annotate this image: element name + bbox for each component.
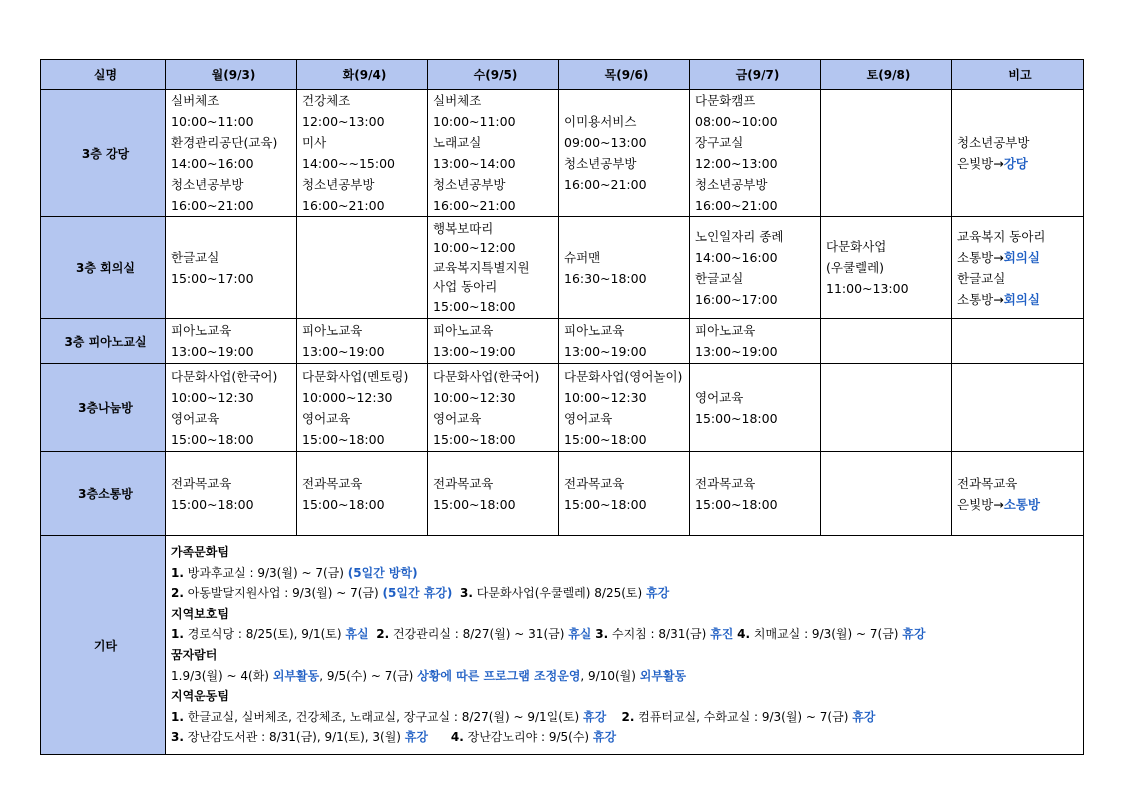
entry-line: 16:00~21:00 [695, 198, 778, 213]
etc-notices [166, 536, 1084, 755]
notice-text: 아동발달지원사업 : 9/3(월) ~ 7(금) [183, 586, 383, 601]
entry-line: 전과목교육 [564, 475, 625, 491]
entry-line: 15:00~18:00 [695, 496, 778, 512]
item-number: 2. [621, 709, 635, 724]
entry-line: 미사 [302, 135, 327, 150]
notice-text: 수지침 : 8/31(금) [608, 627, 711, 642]
family-notice-line [171, 563, 1083, 584]
item-number: 1. [171, 565, 184, 580]
entry-line: 14:00~~15:00 [302, 156, 395, 171]
cell-note [952, 452, 1084, 536]
entry-line: 16:30~18:00 [564, 270, 647, 286]
item-number: 3. [460, 586, 473, 601]
note-line: 교육복지 동아리 [957, 228, 1046, 244]
entry-line: 영어교육 [433, 410, 482, 426]
cell-note [952, 364, 1084, 452]
entry-line: 09:00~13:00 [564, 135, 647, 150]
header-room: 실명 [41, 60, 166, 90]
entry-line: 15:00~18:00 [564, 496, 647, 512]
notice-status: (5일간 방학) [347, 565, 418, 580]
cell-mon [166, 319, 297, 364]
entry-line: 13:00~14:00 [433, 156, 516, 171]
notice-text: , 9/10(월) [580, 668, 640, 683]
entry-line: 15:00~18:00 [433, 496, 516, 512]
entry-line: 15:00~18:00 [695, 410, 778, 426]
entry-line: 피아노교육 [564, 323, 625, 338]
cell-tue [297, 364, 428, 452]
cell-wed [428, 452, 559, 536]
entry-line: 다문화사업(한국어) [433, 368, 540, 384]
sports-notice-line [171, 727, 1083, 748]
entry-line: 12:00~13:00 [695, 156, 778, 171]
entry-line: 행복보따리 [433, 220, 494, 236]
note-line [957, 494, 1083, 515]
item-number: 1. [171, 627, 184, 642]
entry-line: 다문화캠프 [695, 93, 756, 108]
notice-status: 휴강 [404, 730, 428, 745]
entry-line: 청소년공부방 [695, 177, 768, 192]
entry-line: 노래교실 [433, 135, 482, 150]
cell-fri [690, 452, 821, 536]
entry-line: 전과목교육 [433, 475, 494, 491]
notice-text: 건강관리실 : 8/27(월) ~ 31(금) [389, 627, 569, 642]
note-line: 청소년공부방 [957, 135, 1030, 150]
item-number: 1. [171, 709, 184, 724]
notice-text: 방과후교실 : 9/3(월) ~ 7(금) [183, 565, 348, 580]
entry-line: 15:00~18:00 [302, 431, 385, 447]
header-tuesday: 화(9/4) [297, 60, 428, 90]
cell-sat [821, 90, 952, 217]
notice-status: 휴강 [852, 709, 876, 724]
protect-team-heading: 지역보호팀 [171, 606, 229, 621]
family-team-heading: 가족문화팀 [171, 545, 229, 560]
entry-line: 16:00~21:00 [302, 198, 385, 213]
header-note: 비고 [952, 60, 1084, 90]
entry-line: 13:00~19:00 [695, 344, 778, 359]
cell-fri [690, 364, 821, 452]
entry-line: 14:00~16:00 [695, 249, 778, 265]
entry-line: 피아노교육 [695, 323, 756, 338]
entry-line: 전과목교육 [171, 475, 232, 491]
entry-line: 청소년공부방 [302, 177, 375, 192]
entry-line: 피아노교육 [171, 323, 232, 338]
sports-notice-line [171, 707, 1083, 728]
row-sharing-room [41, 364, 1084, 452]
entry-line: 청소년공부방 [433, 177, 506, 192]
entry-line: 15:00~18:00 [302, 496, 385, 512]
notice-status: 휴실 [345, 627, 369, 642]
item-number: 2. [376, 627, 390, 642]
cell-fri [690, 90, 821, 217]
entry-line: 실버체조 [433, 93, 482, 108]
entry-line: 13:00~19:00 [433, 344, 516, 359]
cell-sat [821, 452, 952, 536]
entry-line: 다문화사업 [826, 239, 887, 254]
notice-text: 1.9/3(월) ~ 4(화) [171, 668, 273, 683]
entry-line: 교육복지특별지원 [433, 259, 530, 275]
cell-thu [559, 319, 690, 364]
entry-line: 환경관리공단(교육) [171, 135, 278, 150]
entry-line: 다문화사업(영어놀이) [564, 368, 683, 384]
entry-line: 15:00~18:00 [171, 431, 254, 447]
dream-team-heading: 꿈자람터 [171, 648, 218, 662]
entry-line: 10:000~12:30 [302, 389, 393, 405]
entry-line: 10:00~12:30 [564, 389, 647, 405]
notice-text: 장난감도서관 : 8/31(금), 9/1(토), 3(월) [183, 730, 405, 745]
entry-line: 13:00~19:00 [564, 344, 647, 359]
notice-status: 휴강 [592, 730, 617, 745]
cell-tue [297, 319, 428, 364]
header-thursday: 목(9/6) [559, 60, 690, 90]
entry-line: 15:00~17:00 [171, 270, 254, 286]
notice-text: 장난감노리야 : 9/5(수) [463, 730, 593, 745]
entry-line: 15:00~18:00 [433, 298, 516, 314]
entry-line: 16:00~21:00 [564, 177, 647, 192]
notice-status: 상황에 따른 프로그램 조정운영 [417, 668, 581, 683]
entry-line: 08:00~10:00 [695, 114, 778, 129]
entry-line: 피아노교육 [433, 323, 494, 338]
entry-line: 15:00~18:00 [564, 431, 647, 447]
cell-wed [428, 319, 559, 364]
notice-text: 다문화사업(우쿨렐레) 8/25(토) [472, 586, 646, 601]
header-friday: 금(9/7) [690, 60, 821, 90]
entry-line: 15:00~18:00 [171, 496, 254, 512]
note-room: 강당 [1003, 156, 1028, 171]
note-prefix: 은빛방→ [957, 156, 1004, 171]
cell-sat [821, 217, 952, 319]
notice-status: (5일간 휴강) [382, 586, 453, 601]
room-name: 3층 피아노교실 [41, 319, 166, 364]
entry-line: 16:00~21:00 [171, 198, 254, 213]
note-line [957, 153, 1083, 174]
entry-line: 전과목교육 [302, 475, 363, 491]
note-room: 회의실 [1003, 291, 1040, 307]
cell-mon [166, 452, 297, 536]
row-piano-room [41, 319, 1084, 364]
notice-status: 휴강 [583, 709, 607, 724]
room-name: 3층소통방 [41, 452, 166, 536]
notice-text: 경로식당 : 8/25(토), 9/1(토) [183, 627, 346, 642]
notice-status: 휴강 [646, 586, 670, 601]
cell-note [952, 319, 1084, 364]
entry-line: 청소년공부방 [564, 156, 637, 171]
notice-status: 휴실 [568, 627, 592, 642]
notice-status: 휴강 [902, 627, 926, 642]
etc-label: 기타 [41, 536, 166, 755]
item-number: 3. [595, 627, 609, 642]
note-room: 회의실 [1003, 249, 1040, 265]
room-name: 3층나눔방 [41, 364, 166, 452]
cell-wed [428, 364, 559, 452]
entry-line: 14:00~16:00 [171, 156, 254, 171]
cell-thu [559, 90, 690, 217]
notice-status: 외부활동 [639, 668, 687, 683]
row-hall [41, 90, 1084, 217]
dream-notice-line [171, 666, 1083, 687]
entry-line: 장구교실 [695, 135, 744, 150]
entry-line: 11:00~13:00 [826, 281, 909, 296]
entry-line: 전과목교육 [695, 475, 756, 491]
entry-line: 영어교육 [564, 410, 613, 426]
entry-line: 13:00~19:00 [302, 344, 385, 359]
header-saturday: 토(9/8) [821, 60, 952, 90]
cell-note [952, 217, 1084, 319]
row-communication-room [41, 452, 1084, 536]
header-row [41, 60, 1084, 90]
entry-line: 슈퍼맨 [564, 249, 601, 265]
note-prefix: 은빛방→ [957, 496, 1004, 512]
entry-line: 10:00~12:30 [171, 389, 254, 405]
entry-line: 이미용서비스 [564, 114, 637, 129]
family-notice-line [171, 583, 1083, 604]
cell-tue [297, 90, 428, 217]
protect-notice-line [171, 624, 1083, 645]
entry-line: 실버체조 [171, 93, 220, 108]
entry-line: 피아노교육 [302, 323, 363, 338]
cell-fri [690, 217, 821, 319]
cell-mon [166, 217, 297, 319]
room-name: 3층 강당 [41, 90, 166, 217]
notice-text: 한글교실, 실버체조, 건강체조, 노래교실, 장구교실 : 8/27(월) ~ 9/1일(토) [183, 709, 584, 724]
cell-wed [428, 217, 559, 319]
entry-line: 영어교육 [302, 410, 351, 426]
entry-line: 다문화사업(멘토링) [302, 368, 409, 384]
header-monday: 월(9/3) [166, 60, 297, 90]
notice-text: 치매교실 : 9/3(월) ~ 7(금) [750, 627, 903, 642]
cell-thu [559, 217, 690, 319]
entry-line: 영어교육 [171, 410, 220, 426]
cell-sat [821, 319, 952, 364]
entry-line: 12:00~13:00 [302, 114, 385, 129]
cell-fri [690, 319, 821, 364]
notice-status: 휴진 [710, 627, 734, 642]
cell-tue [297, 452, 428, 536]
entry-line: 한글교실 [171, 249, 220, 265]
entry-line: 13:00~19:00 [171, 344, 254, 359]
cell-mon [166, 90, 297, 217]
entry-line: (우쿨렐레) [826, 260, 885, 275]
item-number: 4. [450, 730, 464, 745]
cell-thu [559, 364, 690, 452]
item-number: 3. [171, 730, 184, 745]
notice-text: , 9/5(수) ~ 7(금) [319, 668, 418, 683]
cell-sat [821, 364, 952, 452]
entry-line: 영어교육 [695, 389, 744, 405]
notice-text: 컴퓨터교실, 수화교실 : 9/3(월) ~ 7(금) [634, 709, 853, 724]
sports-team-heading: 지역운동팀 [171, 689, 229, 704]
weekly-room-schedule [40, 59, 1084, 755]
cell-tue [297, 217, 428, 319]
note-line: 전과목교육 [957, 475, 1018, 491]
entry-line: 16:00~21:00 [433, 198, 516, 213]
entry-line: 10:00~11:00 [433, 114, 516, 129]
entry-line: 15:00~18:00 [433, 431, 516, 447]
entry-line: 청소년공부방 [171, 177, 244, 192]
item-number: 2. [171, 586, 184, 601]
note-prefix: 소통방→ [957, 291, 1004, 307]
room-name: 3층 회의실 [41, 217, 166, 319]
row-meeting-room [41, 217, 1084, 319]
note-line [957, 247, 1083, 268]
cell-note [952, 90, 1084, 217]
cell-mon [166, 364, 297, 452]
entry-line: 16:00~17:00 [695, 291, 778, 307]
entry-line: 10:00~11:00 [171, 114, 254, 129]
entry-line: 노인일자리 종례 [695, 228, 784, 244]
note-line [957, 289, 1083, 310]
notice-status: 외부활동 [272, 668, 320, 683]
note-room: 소통방 [1003, 496, 1040, 512]
entry-line: 한글교실 [695, 270, 744, 286]
entry-line: 10:00~12:00 [433, 240, 516, 256]
entry-line: 10:00~12:30 [433, 389, 516, 405]
note-prefix: 소통방→ [957, 249, 1004, 265]
entry-line: 사업 동아리 [433, 279, 498, 295]
header-wednesday: 수(9/5) [428, 60, 559, 90]
entry-line: 건강체조 [302, 93, 351, 108]
row-etc [41, 536, 1084, 755]
cell-wed [428, 90, 559, 217]
cell-thu [559, 452, 690, 536]
item-number: 4. [737, 627, 751, 642]
note-line: 한글교실 [957, 270, 1006, 286]
entry-line: 다문화사업(한국어) [171, 368, 278, 384]
